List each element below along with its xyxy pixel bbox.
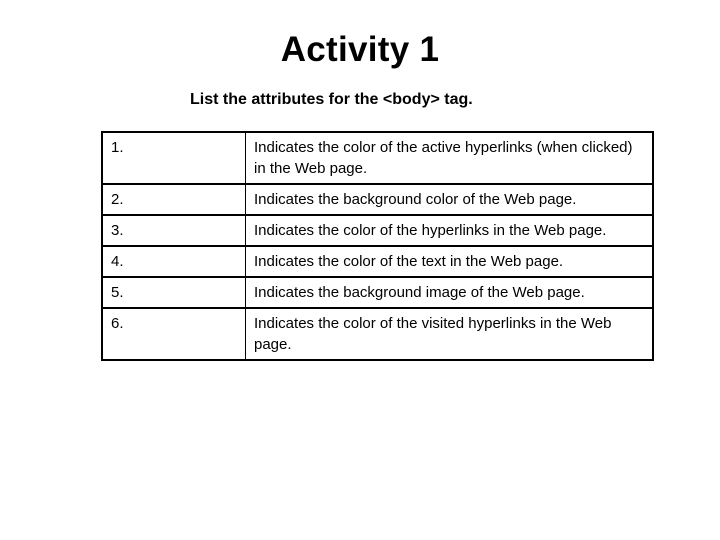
row-description-cell: Indicates the color of the hyperlinks in the Web page. (246, 215, 654, 246)
row-description-cell: Indicates the background color of the Web page. (246, 184, 654, 215)
row-description-cell: Indicates the background image of the Web page. (246, 277, 654, 308)
row-description-cell: Indicates the color of the visited hyperlinks in the Web page. (246, 308, 654, 360)
slide-title: Activity 1 (280, 30, 440, 69)
table-row (102, 184, 653, 215)
table-row (102, 215, 653, 246)
row-number-cell: 4. (102, 246, 246, 277)
row-number-cell: 3. (102, 215, 246, 246)
row-number-cell: 1. (102, 132, 246, 184)
table-row (102, 308, 653, 360)
slide-subtitle: List the attributes for the <body> tag. (190, 91, 473, 108)
row-number-cell: 2. (102, 184, 246, 215)
table-row (102, 246, 653, 277)
row-number-cell: 5. (102, 277, 246, 308)
row-description-cell: Indicates the color of the text in the Web page. (246, 246, 654, 277)
attributes-table (101, 131, 654, 361)
table-row (102, 277, 653, 308)
row-description-cell: Indicates the color of the active hyperlinks (when clicked) in the Web page. (246, 132, 654, 184)
table-row (102, 132, 653, 184)
row-number-cell: 6. (102, 308, 246, 360)
